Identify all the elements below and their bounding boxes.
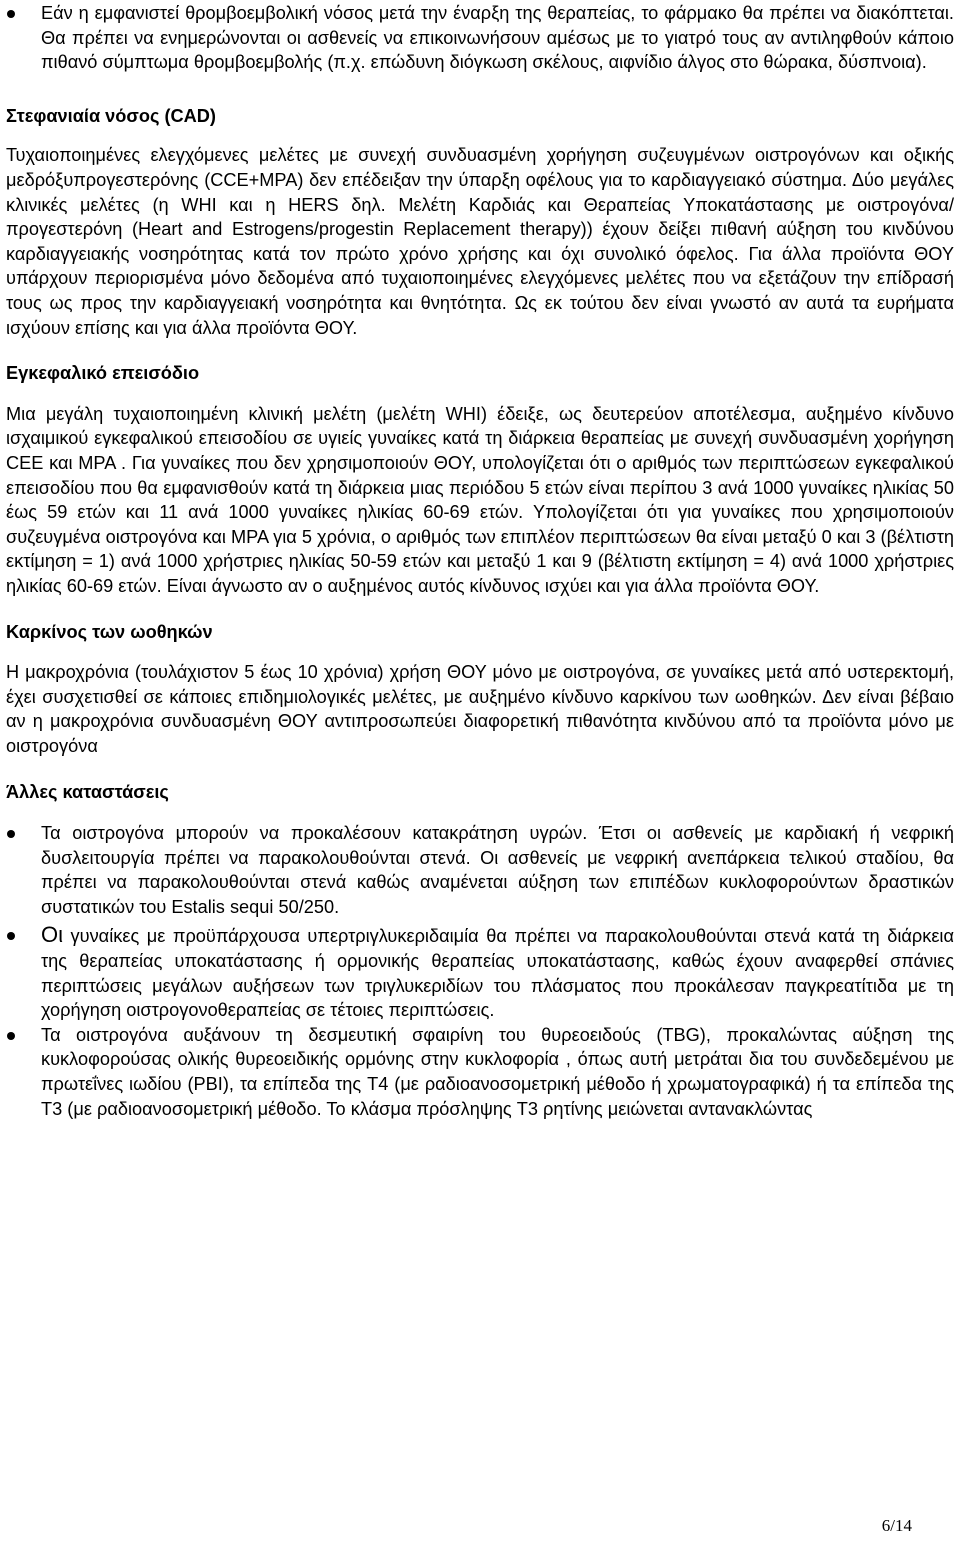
bullet-first-word: Οι (41, 922, 63, 948)
bullet-text: γυναίκες με προϋπάρχουσα υπερτριγλυκεριδαιμία θα πρέπει να παρακολουθούνται στενά κατά τη διάρκεια της θεραπείας υποκατάστασης ή ορμονικής θεραπείας υποκατάστασης, καθώς έχουν αναφερθεί σπάνιες περιπτώσεις μεγάλων αυξήσεων των τριγλυκεριδίων του πλάσματος που προκάλεσαν παγκρεατίτιδα με τη χορήγηση οιστρογονοθεραπείας σε τέτοιες περιπτώσεις. (41, 926, 954, 1021)
section-heading-cad: Στεφανιαία νόσος (CAD) (6, 105, 216, 126)
section-paragraph-stroke: Μια μεγάλη τυχαιοποιημένη κλινική μελέτη (μελέτη WHI) έδειξε, ως δευτερεύον αποτέλεσμα, αυξημένο κίνδυνο ισχαιμικού εγκεφαλικού επεισοδίου σε υγιείς γυναίκες κατά τη διάρκεια θεραπείας με συνεχή συνδυασμένη χορήγηση CEE και MPA . Για γυναίκες που δεν χρησιμοποιούν ΘΟΥ, υπολογίζεται ότι ο αριθμός των περιπτώσεων εγκεφαλικού επεισοδίου που θα εμφανισθούν κατά τη διάρκεια μιας περιόδου 5 ετών είναι περίπου 3 ανά 1000 γυναίκες ηλικίας 50 έως 59 ετών και 11 ανά 1000 γυναίκες ηλικίας 60-69 ετών. Υπολογίζεται ότι για γυναίκες που χρησιμοποιούν συζευγμένα οιστρογόνα και MPA για 5 χρόνια, ο αριθμός των επιπλέον περιπτώσεων θα είναι μεταξύ 0 και 3 (βέλτιστη εκτίμηση = 1) ανά 1000 χρήστριες ηλικίας 50-59 ετών και μεταξύ 1 και 9 (βέλτιστη εκτίμηση = 4) ανά 1000 χρήστριες ηλικίας 60-69 ετών. Είναι άγνωστο αν ο αυξημένος αυτός κίνδυνος ισχύει και για άλλα προϊόντα ΘΟΥ. (6, 403, 954, 596)
bullet-text: Τα οιστρογόνα μπορούν να προκαλέσουν κατακράτηση υγρών. Έτσι οι ασθενείς με καρδιακή ή νεφρική δυσλειτουργία πρέπει να παρακολουθούνται στενά. Οι ασθενείς με νεφρική ανεπάρκεια τελικού σταδίου, θα πρέπει να παρακολουθούνται στενά καθώς αναμένεται αύξηση των επιπέδων κυκλοφορούντων δραστικών συστατικών του Estalis sequi 50/250. (41, 823, 954, 917)
document-page (6, 0, 954, 1121)
section-paragraph-cad: Τυχαιοποιημένες ελεγχόμενες μελέτες με συνεχή συνδυασμένη χορήγηση συζευγμένων οιστρογόνων και οξικής μεδρόξυπρογεστερόνης (CCE+MPA) δεν επέδειξαν την ύπαρξη οφέλους για το καρδιαγγειακό σύστημα. Δύο μεγάλες κλινικές μελέτες (η WHI και η HERS δηλ. Μελέτη Καρδιάς και Θεραπείας Υποκατάστασης με οιστρογόνα/προγεστερόνη (Heart and Estrogens/progestin Replacement therapy)) έχουν δείξει πιθανή αύξηση του κινδύνου καρδιαγγειακής νοσηρότητας κατά τον πρώτο χρόνο χρήσης και όχι συνολικό όφελος. Για άλλα προϊόντα ΘΟΥ υπάρχουν περιορισμένα μόνο δεδομένα από τυχαιοποιημένες ελεγχόμενες μελέτες που να εξετάζουν την επίδρασή τους ως προς την καρδιαγγειακή νοσηρότητα και θνητότητα. Ως εκ τούτου δεν είναι γνωστό αν αυτά τα ευρήματα ισχύουν επίσης και για άλλα προϊόντα ΘΟΥ. (6, 145, 954, 338)
section-paragraph-ovarian-cancer: Η μακροχρόνια (τουλάχιστον 5 έως 10 χρόνια) χρήση ΘΟΥ μόνο με οιστρογόνα, σε γυναίκες μετά από υστερεκτομή, έχει συσχετισθεί σε κάποιες επιδημιολογικές μελέτες, με αυξημένο κίνδυνο καρκίνου των ωοθηκών. Δεν είναι βέβαιο αν η μακροχρόνια συνδυασμένη ΘΟΥ αντιπροσωπεύει διαφορετική πιθανότητα κινδύνου από τα προϊόντα μόνο με οιστρογόνα (6, 662, 954, 756)
bullet-item-hypertriglyceridemia (6, 923, 954, 1022)
section-heading-ovarian-cancer: Καρκίνος των ωοθηκών (6, 622, 213, 643)
intro-bullet-list (6, 1, 954, 75)
section-heading-other-conditions: Άλλες καταστάσεις (6, 782, 169, 803)
bullet-dot-icon (7, 10, 15, 18)
page-number: 6/14 (881, 1516, 912, 1535)
bullet-item-thyroid (6, 1023, 954, 1121)
bullet-item-thromboembolism (6, 1, 954, 75)
bullet-dot-icon (7, 830, 15, 838)
bullet-dot-icon (7, 932, 15, 940)
bullet-text: Εάν η εμφανιστεί θρομβοεμβολική νόσος μετά την έναρξη της θεραπείας, το φάρμακο θα πρέπει να διακόπτεται. Θα πρέπει να ενημερώνονται οι ασθενείς να επικοινωνήσουν αμέσως με το γιατρό τους αν αντιληφθούν κάποιο πιθανό σύμπτωμα θρομβοεμβολής (π.χ. επώδυνη διόγκωση σκέλους, αιφνίδιο άλγος στο θώρακα, δύσπνοια). (41, 3, 954, 73)
bullet-dot-icon (7, 1032, 15, 1040)
bullet-item-fluid-retention (6, 821, 954, 919)
bullet-text: Τα οιστρογόνα αυξάνουν τη δεσμευτική σφαιρίνη του θυρεοειδούς (TBG), προκαλώντας αύξηση της κυκλοφορούσας ολικής θυρεοειδικής ορμόνης στην κυκλοφορία , όπως αυτή μετράται δια του συνδεδεμένου με πρωτεΐνες ιωδίου (PBI), τα επίπεδα της T4 (με ραδιοανοσομετρική μέθοδο ή χρωματογραφικά) ή τα επίπεδα της T3 (με ραδιοανοσομετρική μέθοδο. Το κλάσμα πρόσληψης T3 ρητίνης μειώνεται αντανακλώντας (41, 1024, 954, 1119)
section-heading-stroke: Εγκεφαλικό επεισόδιο (6, 363, 200, 384)
other-conditions-bullet-list (6, 821, 954, 1121)
